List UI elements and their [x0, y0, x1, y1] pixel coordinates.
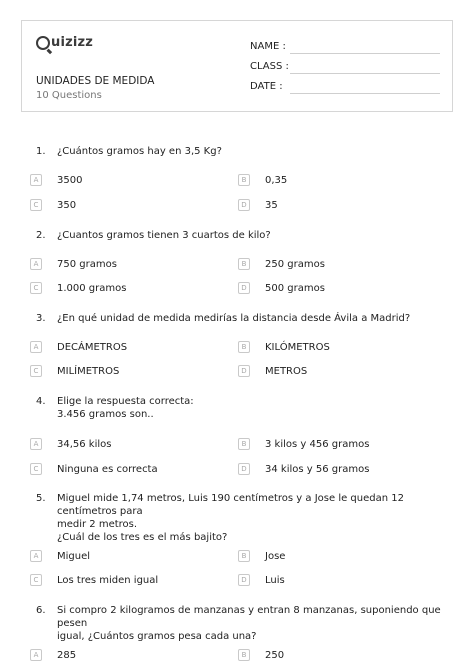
- option-letter-box: D: [238, 282, 250, 294]
- question-number: 2.: [36, 230, 46, 241]
- class-line: [290, 73, 440, 74]
- question-line: Si compro 2 kilogramos de manzanas y entran 8 manzanas, suponiendo que pesen: [57, 605, 441, 629]
- question-text: [57, 395, 447, 421]
- option-text: Los tres miden igual: [57, 575, 159, 586]
- name-label: NAME :: [250, 41, 286, 52]
- class-label: CLASS :: [250, 61, 289, 72]
- question-text: [57, 312, 447, 325]
- question-number: 6.: [36, 605, 46, 616]
- option-text: KILÓMETROS: [265, 342, 330, 353]
- option-letter-box: B: [238, 438, 250, 450]
- class-field[interactable]: [250, 60, 440, 74]
- question-line: medir 2 metros.: [57, 519, 138, 530]
- option-text: DECÁMETROS: [57, 342, 128, 353]
- date-label: DATE :: [250, 81, 283, 92]
- option-letter-box: C: [30, 199, 42, 211]
- option-text: 750 gramos: [57, 259, 117, 270]
- question-line: ¿En qué unidad de medida medirías la distancia desde Ávila a Madrid?: [57, 313, 411, 324]
- question-line: Miguel mide 1,74 metros, Luis 190 centímetros y a Jose le quedan 12 centímetros para: [57, 493, 404, 517]
- question-line: igual, ¿Cuántos gramos pesa cada una?: [57, 631, 257, 642]
- question-line: ¿Cuál de los tres es el más bajito?: [57, 532, 228, 543]
- option-letter-box: D: [238, 574, 250, 586]
- option-letter-box: A: [30, 341, 42, 353]
- option-letter-box: A: [30, 550, 42, 562]
- option-letter-box: A: [30, 174, 42, 186]
- name-field[interactable]: [250, 40, 440, 54]
- option-letter-box: C: [30, 282, 42, 294]
- quizizz-logo: [36, 35, 93, 51]
- worksheet-header: [21, 20, 453, 112]
- question-text: [57, 145, 447, 158]
- logo-text: uizizz: [51, 35, 94, 50]
- option-text: 250 gramos: [265, 259, 325, 270]
- option-letter-box: C: [30, 574, 42, 586]
- worksheet-title: UNIDADES DE MEDIDA: [36, 75, 155, 87]
- option-text: 250: [265, 650, 285, 661]
- question-text: [57, 604, 447, 643]
- date-line: [290, 93, 440, 94]
- option-letter-box: D: [238, 365, 250, 377]
- option-text: Jose: [265, 551, 286, 562]
- question-number: 1.: [36, 146, 46, 157]
- logo-q-icon: [36, 36, 50, 50]
- option-text: Miguel: [57, 551, 91, 562]
- option-text: 34,56 kilos: [57, 439, 112, 450]
- option-letter-box: B: [238, 649, 250, 661]
- question-line: Elige la respuesta correcta:: [57, 396, 194, 407]
- option-text: Ninguna es correcta: [57, 464, 158, 475]
- option-text: 35: [265, 200, 278, 211]
- option-text: 34 kilos y 56 gramos: [265, 464, 370, 475]
- option-text: 500 gramos: [265, 283, 325, 294]
- question-number: 5.: [36, 493, 46, 504]
- option-letter-box: D: [238, 463, 250, 475]
- option-text: MILÍMETROS: [57, 366, 120, 377]
- option-text: METROS: [265, 366, 308, 377]
- option-text: 350: [57, 200, 77, 211]
- question-text: [57, 492, 447, 544]
- question-line: 3.456 gramos son..: [57, 409, 154, 420]
- question-line: ¿Cuantos gramos tienen 3 cuartos de kilo?: [57, 230, 271, 241]
- option-letter-box: B: [238, 341, 250, 353]
- option-letter-box: A: [30, 438, 42, 450]
- option-text: 3 kilos y 456 gramos: [265, 439, 370, 450]
- option-text: 0,35: [265, 175, 288, 186]
- option-letter-box: A: [30, 258, 42, 270]
- option-letter-box: B: [238, 174, 250, 186]
- option-text: Luis: [265, 575, 285, 586]
- option-text: 3500: [57, 175, 83, 186]
- option-letter-box: D: [238, 199, 250, 211]
- worksheet-subtitle: 10 Questions: [36, 90, 102, 101]
- option-text: 285: [57, 650, 77, 661]
- question-number: 3.: [36, 313, 46, 324]
- option-letter-box: B: [238, 550, 250, 562]
- question-number: 4.: [36, 396, 46, 407]
- question-line: ¿Cuántos gramos hay en 3,5 Kg?: [57, 146, 222, 157]
- option-letter-box: A: [30, 649, 42, 661]
- name-line: [290, 53, 440, 54]
- date-field[interactable]: [250, 80, 440, 94]
- option-letter-box: C: [30, 463, 42, 475]
- option-letter-box: C: [30, 365, 42, 377]
- option-text: 1.000 gramos: [57, 283, 127, 294]
- question-text: [57, 229, 447, 242]
- option-letter-box: B: [238, 258, 250, 270]
